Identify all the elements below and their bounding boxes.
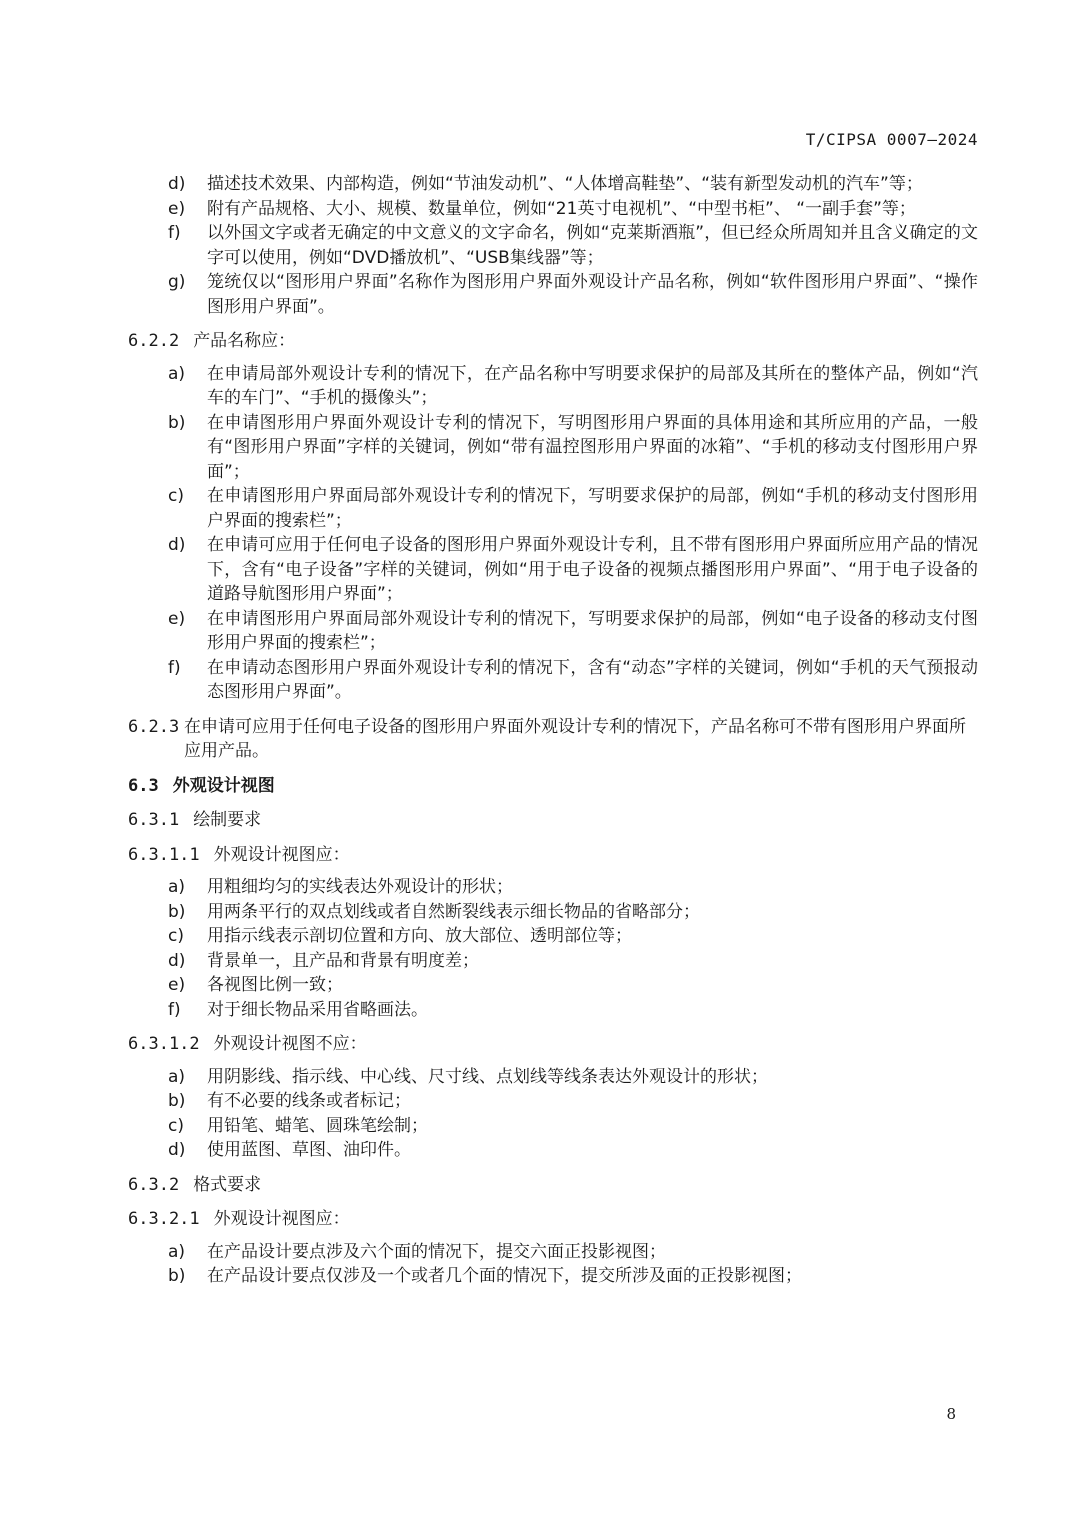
list-text: 在申请可应用于任何电子设备的图形用户界面外观设计专利，且不带有图形用户界面所应用产品的情况下，含有“电子设备”字样的关键词，例如“用于电子设备的视频点播图形用户界面”、“用于电子设备的道路导航图形用户界面”；	[207, 535, 978, 604]
list-item	[168, 900, 978, 925]
list-item	[168, 221, 978, 270]
list-text: 使用蓝图、草图、油印件。	[207, 1140, 411, 1160]
section-heading-6-2-2	[128, 329, 978, 354]
list-marker: f)	[168, 657, 181, 678]
section-title: 外观设计视图应：	[213, 1209, 350, 1229]
list-text: 附有产品规格、大小、规模、数量单位，例如“21英寸电视机”、“中型书柜”、 “一副手套”等；	[207, 198, 916, 219]
list-marker: b)	[168, 1266, 186, 1286]
list-text: 有不必要的线条或者标记；	[207, 1091, 411, 1111]
list-text: 各视图比例一致；	[207, 975, 343, 995]
section-heading-6-3-1-1	[128, 843, 978, 868]
page-number: 8	[946, 1405, 956, 1423]
list-marker: f)	[168, 999, 181, 1020]
list-item	[168, 998, 978, 1023]
list-text: 背景单一，且产品和背景有明度差；	[207, 950, 479, 971]
list-text: 用铅笔、蜡笔、圆珠笔绘制；	[207, 1115, 428, 1136]
list-text: 用阴影线、指示线、中心线、尺寸线、点划线等线条表达外观设计的形状；	[207, 1066, 768, 1087]
list-item	[168, 656, 978, 705]
list-item	[168, 1114, 978, 1139]
list-text: 用两条平行的双点划线或者自然断裂线表示细长物品的省略部分；	[207, 901, 700, 922]
list-item	[168, 973, 978, 998]
section-title: 外观设计视图应：	[213, 844, 350, 865]
list-text: 用粗细均匀的实线表达外观设计的形状；	[207, 877, 513, 897]
list-item	[168, 924, 978, 949]
section-heading-6-3	[128, 774, 978, 799]
list-marker: d)	[168, 535, 186, 555]
section-title: 外观设计视图	[172, 775, 275, 796]
document-id: T/CIPSA 0007—2024	[805, 130, 978, 149]
list-text: 在产品设计要点涉及六个面的情况下，提交六面正投影视图；	[207, 1241, 666, 1262]
section-number: 6.2.3	[128, 716, 180, 737]
section-number: 6.3.1	[128, 810, 180, 830]
list-item	[168, 270, 978, 319]
section-number: 6.3.1.1	[128, 844, 200, 865]
document-body	[128, 172, 978, 1289]
list-marker: e)	[168, 608, 186, 629]
list-item	[168, 1089, 978, 1114]
list-marker: e)	[168, 975, 186, 995]
list-item	[168, 411, 978, 485]
section-number: 6.3.1.2	[128, 1034, 200, 1054]
list-item	[168, 1065, 978, 1090]
list-marker: b)	[168, 1091, 186, 1111]
section-heading-6-3-1	[128, 808, 978, 833]
list-item	[168, 949, 978, 974]
list-marker: b)	[168, 901, 186, 922]
list-marker: a)	[168, 1066, 186, 1087]
section-number: 6.3.2	[128, 1174, 180, 1195]
section-title: 格式要求	[193, 1174, 262, 1195]
list-item	[168, 484, 978, 533]
list-text: 在申请动态图形用户界面外观设计专利的情况下，含有“动态”字样的关键词，例如“手机的天气预报动态图形用户界面”。	[207, 657, 978, 702]
list-marker: b)	[168, 412, 186, 433]
section-number: 6.3.2.1	[128, 1209, 200, 1229]
list-item	[168, 172, 978, 197]
list-marker: c)	[168, 926, 184, 946]
section-number: 6.3	[128, 775, 159, 796]
list-marker: a)	[168, 877, 186, 897]
list-marker: a)	[168, 1241, 186, 1262]
list-text: 在申请图形用户界面局部外观设计专利的情况下，写明要求保护的局部，例如“手机的移动支付图形用户界面的搜索栏”；	[207, 486, 978, 531]
list-item	[168, 1264, 978, 1289]
section-title: 外观设计视图不应：	[213, 1034, 367, 1054]
list-text: 在申请图形用户界面局部外观设计专利的情况下，写明要求保护的局部，例如“电子设备的移动支付图形用户界面的搜索栏”；	[207, 608, 978, 653]
list-text: 在申请局部外观设计专利的情况下，在产品名称中写明要求保护的局部及其所在的整体产品，例如“汽车的车门”、“手机的摄像头”；	[207, 363, 978, 408]
section-heading-6-3-2-1	[128, 1207, 978, 1232]
list-marker: g)	[168, 272, 186, 292]
list-text: 描述技术效果、内部构造，例如“节油发动机”、“人体增高鞋垫”、“装有新型发动机的汽车”等；	[207, 174, 923, 194]
list-marker: c)	[168, 486, 184, 506]
list-item	[168, 533, 978, 607]
section-clause-6-2-3	[128, 715, 978, 764]
list-text: 在申请图形用户界面外观设计专利的情况下，写明图形用户界面的具体用途和其所应用的产品，一般有“图形用户界面”字样的关键词，例如“带有温控图形用户界面的冰箱”、“手机的移动支付图形用户界面”；	[207, 412, 978, 482]
list-marker: f)	[168, 223, 181, 243]
list-marker: e)	[168, 198, 186, 219]
list-marker: c)	[168, 1115, 184, 1136]
section-heading-6-3-2	[128, 1173, 978, 1198]
list-text: 笼统仅以“图形用户界面”名称作为图形用户界面外观设计产品名称，例如“软件图形用户界面”、“操作图形用户界面”。	[207, 272, 978, 317]
list-marker: d)	[168, 174, 186, 194]
section-heading-6-3-1-2	[128, 1032, 978, 1057]
list-marker: d)	[168, 950, 186, 971]
list-text: 以外国文字或者无确定的中文意义的文字命名，例如“克莱斯酒瓶”，但已经众所周知并且含义确定的文字可以使用，例如“DVD播放机”、“USB集线器”等；	[207, 223, 978, 268]
list-text: 对于细长物品采用省略画法。	[207, 999, 428, 1020]
list-item	[168, 875, 978, 900]
list-text: 在产品设计要点仅涉及一个或者几个面的情况下，提交所涉及面的正投影视图；	[207, 1266, 802, 1286]
list-item	[168, 362, 978, 411]
section-number: 6.2.2	[128, 331, 180, 351]
list-item	[168, 1240, 978, 1265]
list-item	[168, 1138, 978, 1163]
list-marker: d)	[168, 1140, 186, 1160]
list-text: 用指示线表示剖切位置和方向、放大部位、透明部位等；	[207, 926, 632, 946]
list-marker: a)	[168, 363, 186, 384]
list-item	[168, 197, 978, 222]
list-item	[168, 607, 978, 656]
clause-text: 在申请可应用于任何电子设备的图形用户界面外观设计专利的情况下，产品名称可不带有图形用户界面所应用产品。	[184, 716, 966, 761]
section-title: 绘制要求	[193, 810, 262, 830]
section-title: 产品名称应：	[193, 331, 296, 351]
